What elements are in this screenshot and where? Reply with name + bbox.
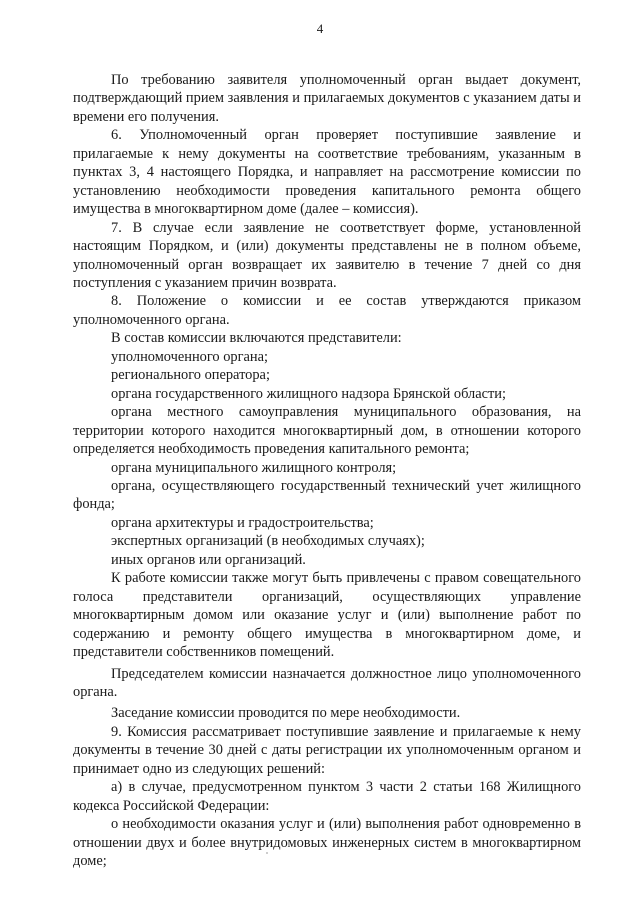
- paragraph-receipt-confirmation: По требованию заявителя уполномоченный орган выдает документ, подтверждающий прием заявления и прилагаемых документов с указанием даты и времени его получения.: [73, 72, 581, 125]
- paragraph-subitem-a: а) в случае, предусмотренном пунктом 3 части 2 статьи 168 Жилищного кодекса Российской Федерации:: [73, 779, 581, 814]
- list-item-housing-supervision: органа государственного жилищного надзора Брянской области;: [111, 385, 506, 402]
- list-item-technical-accounting: органа, осуществляющего государственный технический учет жилищного фонда;: [73, 477, 581, 513]
- list-item-architecture: органа архитектуры и градостроительства;: [111, 514, 374, 531]
- paragraph-item-7: 7. В случае если заявление не соответствует форме, установленной настоящим Порядком, и (или) документы представлены не в полном объеме, уполномоченный орган возвращает их заявителю в течение 7 дней со дня поступления с указанием причин возврата.: [73, 219, 581, 291]
- paragraph-commission-members-intro: В состав комиссии включаются представители:: [111, 330, 402, 347]
- list-item-other-bodies: иных органов или организаций.: [111, 551, 306, 568]
- page-number: 4: [316, 21, 324, 36]
- scan-dot: [266, 852, 268, 854]
- paragraph-item-6: 6. Уполномоченный орган проверяет поступившие заявление и прилагаемые к нему документы на соответствие требованиям, указанным в пунктах 3, 4 настоящего Порядка, и направляет на рассмотрение комиссии по установлению необходимости проведения капитального ремонта общего имущества в многоквартирном доме (далее – комиссия).: [73, 127, 581, 218]
- list-item-expert-organizations: экспертных организаций (в необходимых случаях);: [111, 533, 425, 550]
- paragraph-item-8: 8. Положение о комиссии и ее состав утверждаются приказом уполномоченного органа.: [73, 293, 581, 328]
- paragraph-necessity-services: о необходимости оказания услуг и (или) выполнения работ одновременно в отношении двух и более внутридомовых инженерных систем в многоквартирном доме;: [73, 816, 581, 870]
- list-item-local-government: органа местного самоуправления муниципального образования, на территории которого находится многоквартирный дом, в отношении которого определяется необходимость проведения капитального ремонта;: [73, 404, 581, 458]
- paragraph-chairman: Председателем комиссии назначается должностное лицо уполномоченного органа.: [73, 665, 581, 700]
- document-body: [73, 71, 581, 870]
- list-item-municipal-housing-control: органа муниципального жилищного контроля;: [111, 459, 397, 476]
- list-item-authorized-body: уполномоченного органа;: [111, 348, 268, 365]
- list-item-regional-operator: регионального оператора;: [111, 367, 270, 384]
- paragraph-item-9: 9. Комиссия рассматривает поступившие заявление и прилагаемые к нему документы в течение 30 дней с даты регистрации их уполномоченным органом и принимает одно из следующих решений:: [73, 723, 581, 777]
- paragraph-meetings: Заседание комиссии проводится по мере необходимости.: [111, 705, 461, 722]
- paragraph-advisory-members: К работе комиссии также могут быть привлечены с правом совещательного голоса представители организаций, осуществляющих управление многоквартирным домом или оказание услуг и (или) выполнение работ по содержанию и ремонту общего имущества в многоквартирном доме, и представители собственников помещений.: [73, 570, 581, 661]
